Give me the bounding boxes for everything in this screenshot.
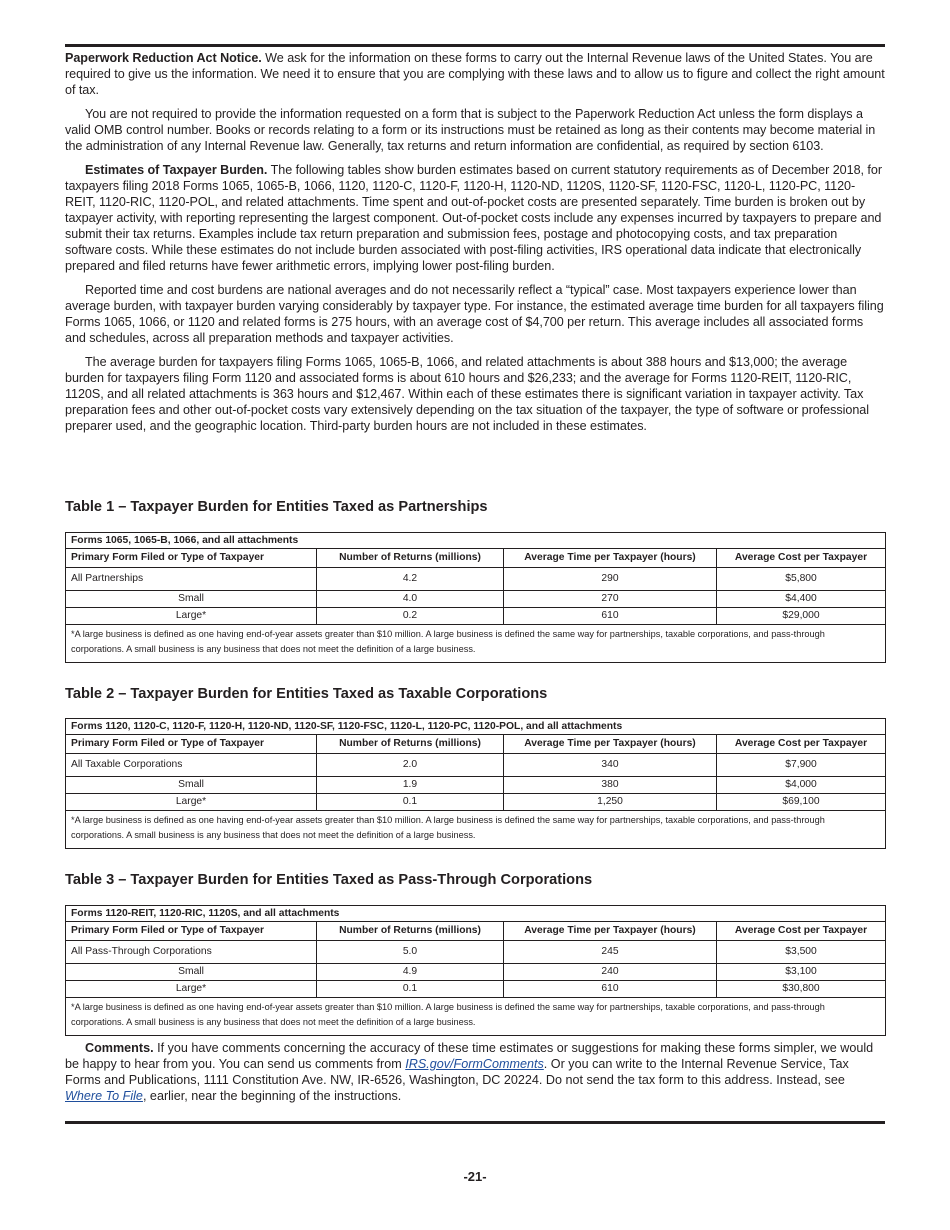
table-3-pass-through-corporations (65, 905, 886, 1036)
column-header-cost: Average Cost per Taxpayer (717, 922, 886, 941)
paperwork-notice-text: We ask for the information on these forms to carry out the Internal Revenue laws of the United States. You are required to give us the information. We need it to ensure that you are complying with these laws and to allow us to figure and collect the right amount of tax. (65, 51, 885, 97)
row-type: Large* (66, 981, 317, 998)
row-returns: 4.9 (317, 964, 504, 981)
table-3-title: Table 3 – Taxpayer Burden for Entities Taxed as Pass-Through Corporations (65, 872, 593, 888)
table-row (66, 754, 886, 777)
row-cost: $4,400 (717, 591, 886, 608)
table-row (66, 568, 886, 591)
row-type: Small (66, 777, 317, 794)
row-returns: 4.0 (317, 591, 504, 608)
table-row (66, 794, 886, 811)
column-header-cost: Average Cost per Taxpayer (717, 549, 886, 568)
where-to-file-link[interactable]: Where To File (65, 1089, 143, 1103)
row-cost: $30,800 (717, 981, 886, 998)
estimates-paragraph (65, 162, 885, 274)
comments-text: . Or you can write to the Internal Revenue Service, Tax Forms and Publications, 1111 Constitution Ave. NW, IR-6526, Washington, DC 20224. Do not send the tax form to this address. Instead, see (65, 1057, 849, 1087)
table-2-footnote: *A large business is defined as one having end-of-year assets greater than $10 million. A large business is defined the same way for partnerships, taxable corporations, and pass-through corporations. A small business is any business that does not meet the definition of a large business. (66, 811, 886, 849)
row-returns: 0.1 (317, 981, 504, 998)
row-time: 610 (504, 981, 717, 998)
comments-paragraph (65, 1040, 885, 1104)
row-time: 1,250 (504, 794, 717, 811)
table-row (66, 941, 886, 964)
table-3-forms: Forms 1120-REIT, 1120-RIC, 1120S, and all attachments (66, 906, 886, 922)
row-cost: $4,000 (717, 777, 886, 794)
row-time: 290 (504, 568, 717, 591)
row-time: 610 (504, 608, 717, 625)
row-cost: $3,100 (717, 964, 886, 981)
estimates-text: The following tables show burden estimates based on current statutory requirements as of December 2018, for taxpayers filing 2018 Forms 1065, 1065-B, 1066, 1120, 1120-C, 1120-F, 1120-H, 1120-ND, 1120S, 1120-SF, 1120-FSC, 1120-L, 1120-PC, 1120-REIT, 1120-RIC, 1120-POL, and related attachments. Time spent and out-of-pocket costs are presented separately. Time burden is broken out by taxpayer activity, with reporting representing the largest component. Out-of-pocket costs include any expenses incurred by taxpayers to prepare and submit their tax returns. Examples include tax return preparation and submission fees, postage and photocopying costs, and tax preparation software costs. While these estimates do not include burden associated with post-filing activities, IRS operational data indicate that electronically prepared and filed returns have fewer arithmetic errors, implying lower post-filing burden. (65, 163, 882, 273)
column-header-cost: Average Cost per Taxpayer (717, 735, 886, 754)
omb-paragraph: You are not required to provide the information requested on a form that is subject to the Paperwork Reduction Act unless the form displays a valid OMB control number. Books or records relating to a form or its instructions must be retained as long as their contents may become material in the administration of any Internal Revenue law. Generally, tax returns and return information are confidential, as required by section 6103. (65, 107, 876, 153)
bottom-divider (65, 1121, 885, 1124)
row-returns: 1.9 (317, 777, 504, 794)
comments-heading: Comments. (85, 1041, 154, 1055)
table-row (66, 608, 886, 625)
row-cost: $69,100 (717, 794, 886, 811)
paperwork-notice-heading: Paperwork Reduction Act Notice. (65, 51, 262, 65)
row-type: All Pass-Through Corporations (66, 941, 317, 964)
national-averages-paragraph: Reported time and cost burdens are national averages and do not necessarily reflect a “typical” case. Most taxpayers experience lower than average burden, with taxpayer burden varying considerably by taxpayer type. For instance, the estimated average time burden for all taxpayers filing Forms 1065, 1066, or 1120 and related forms is 275 hours, with an average cost of $4,700 per return. This average includes all associated forms and schedules, across all preparation methods and taxpayer activities. (65, 283, 884, 345)
column-header-time: Average Time per Taxpayer (hours) (504, 735, 717, 754)
estimates-heading: Estimates of Taxpayer Burden. (85, 163, 268, 177)
table-2-taxable-corporations (65, 718, 886, 849)
comments-text: If you have comments concerning the accuracy of these time estimates or suggestions for making these forms simpler, we would be happy to hear from you. You can send us comments from (65, 1041, 874, 1071)
table-2-forms: Forms 1120, 1120-C, 1120-F, 1120-H, 1120-ND, 1120-SF, 1120-FSC, 1120-L, 1120-PC, 1120-POL, and all attachments (66, 719, 886, 735)
row-returns: 0.2 (317, 608, 504, 625)
row-returns: 5.0 (317, 941, 504, 964)
column-header-time: Average Time per Taxpayer (hours) (504, 922, 717, 941)
row-cost: $3,500 (717, 941, 886, 964)
column-header-type: Primary Form Filed or Type of Taxpayer (66, 735, 317, 754)
average-burden-paragraph: The average burden for taxpayers filing Forms 1065, 1065-B, 1066, and related attachments is about 388 hours and $13,000; the average burden for taxpayers filing Form 1120 and associated forms is about 610 hours and $26,233; and the average for Forms 1120-REIT, 1120-RIC, 1120S, and all related attachments is 363 hours and $12,467. Within each of these estimates there is significant variation in taxpayer activity. Tax preparation fees and other out-of-pocket costs vary extensively depending on the tax situation of the taxpayer, the type of software or professional preparer used, and the geographic location. Third-party burden hours are not included in these estimates. (65, 355, 869, 433)
intro-text (65, 50, 885, 442)
table-3-footnote: *A large business is defined as one having end-of-year assets greater than $10 million. A large business is defined the same way for partnerships, taxable corporations, and pass-through corporations. A small business is any business that does not meet the definition of a large business. (66, 998, 886, 1036)
column-header-time: Average Time per Taxpayer (hours) (504, 549, 717, 568)
row-type: Small (66, 964, 317, 981)
table-1-forms: Forms 1065, 1065-B, 1066, and all attachments (66, 533, 886, 549)
row-returns: 4.2 (317, 568, 504, 591)
row-time: 340 (504, 754, 717, 777)
row-time: 380 (504, 777, 717, 794)
table-1-footnote: *A large business is defined as one having end-of-year assets greater than $10 million. A large business is defined the same way for partnerships, taxable corporations, and pass-through corporations. A small business is any business that does not meet the definition of a large business. (66, 625, 886, 663)
comments-section (65, 1040, 885, 1104)
column-header-returns: Number of Returns (millions) (317, 735, 504, 754)
row-type: Small (66, 591, 317, 608)
row-type: Large* (66, 794, 317, 811)
row-type: All Partnerships (66, 568, 317, 591)
row-returns: 2.0 (317, 754, 504, 777)
table-1-title: Table 1 – Taxpayer Burden for Entities Taxed as Partnerships (65, 499, 488, 515)
row-cost: $7,900 (717, 754, 886, 777)
form-comments-link[interactable]: IRS.gov/FormComments (405, 1057, 544, 1071)
table-1-partnerships (65, 532, 886, 663)
row-cost: $29,000 (717, 608, 886, 625)
table-row (66, 981, 886, 998)
row-type: All Taxable Corporations (66, 754, 317, 777)
table-row (66, 591, 886, 608)
top-divider (65, 44, 885, 47)
column-header-returns: Number of Returns (millions) (317, 922, 504, 941)
table-row (66, 777, 886, 794)
row-type: Large* (66, 608, 317, 625)
page-number: -21- (463, 1169, 487, 1184)
row-returns: 0.1 (317, 794, 504, 811)
table-2-title: Table 2 – Taxpayer Burden for Entities Taxed as Taxable Corporations (65, 686, 548, 702)
comments-text: , earlier, near the beginning of the instructions. (142, 1089, 402, 1103)
column-header-type: Primary Form Filed or Type of Taxpayer (66, 922, 317, 941)
column-header-type: Primary Form Filed or Type of Taxpayer (66, 549, 317, 568)
row-time: 270 (504, 591, 717, 608)
row-time: 245 (504, 941, 717, 964)
paperwork-notice-paragraph (65, 50, 885, 98)
row-time: 240 (504, 964, 717, 981)
table-row (66, 964, 886, 981)
column-header-returns: Number of Returns (millions) (317, 549, 504, 568)
row-cost: $5,800 (717, 568, 886, 591)
